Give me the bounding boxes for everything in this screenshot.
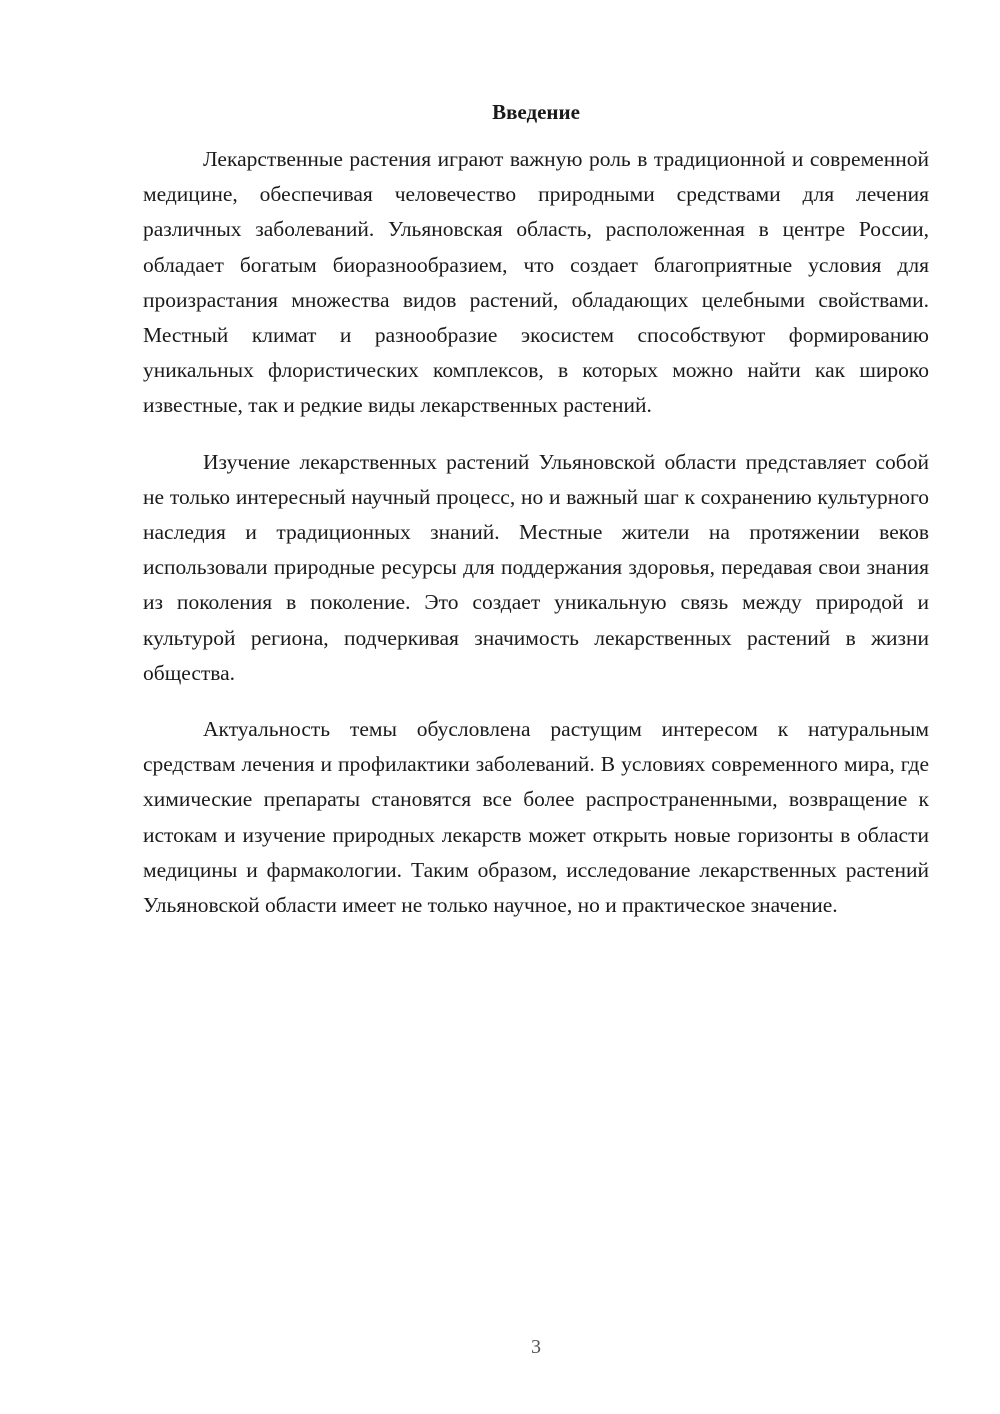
page-title: Введение (492, 100, 580, 124)
paragraph-1: Лекарственные растения играют важную роль в традиционной и современной медицине, обеспечивая человечество природными средствами для лечения различных заболеваний. Ульяновская область, расположенная в центре России, обладает богатым биоразнообразием, что создает благоприятные условия для произрастания множества видов растений, обладающих целебными свойствами. Местный климат и разнообразие экосистем способствуют формированию уникальных флористических комплексов, в которых можно найти как широко известные, так и редкие виды лекарственных растений. (143, 147, 929, 418)
paragraph-2: Изучение лекарственных растений Ульяновской области представляет собой не только интересный научный процесс, но и важный шаг к сохранению культурного наследия и традиционных знаний. Местные жители на протяжении веков использовали природные ресурсы для поддержания здоровья, передавая свои знания из поколения в поколение. Это создает уникальную связь между природой и культурой региона, подчеркивая значимость лекарственных растений в жизни общества. (143, 449, 929, 685)
page-number: 3 (531, 1336, 541, 1358)
body-text (143, 142, 929, 944)
paragraph-3: Актуальность темы обусловлена растущим интересом к натуральным средствам лечения и профилактики заболеваний. В условиях современного мира, где химические препараты становятся все более распространенными, возвращение к истокам и изучение природных лекарств может открыть новые горизонты в области медицины и фармакологии. Таким образом, исследование лекарственных растений Ульяновской области имеет не только научное, но и практическое значение. (143, 717, 929, 918)
